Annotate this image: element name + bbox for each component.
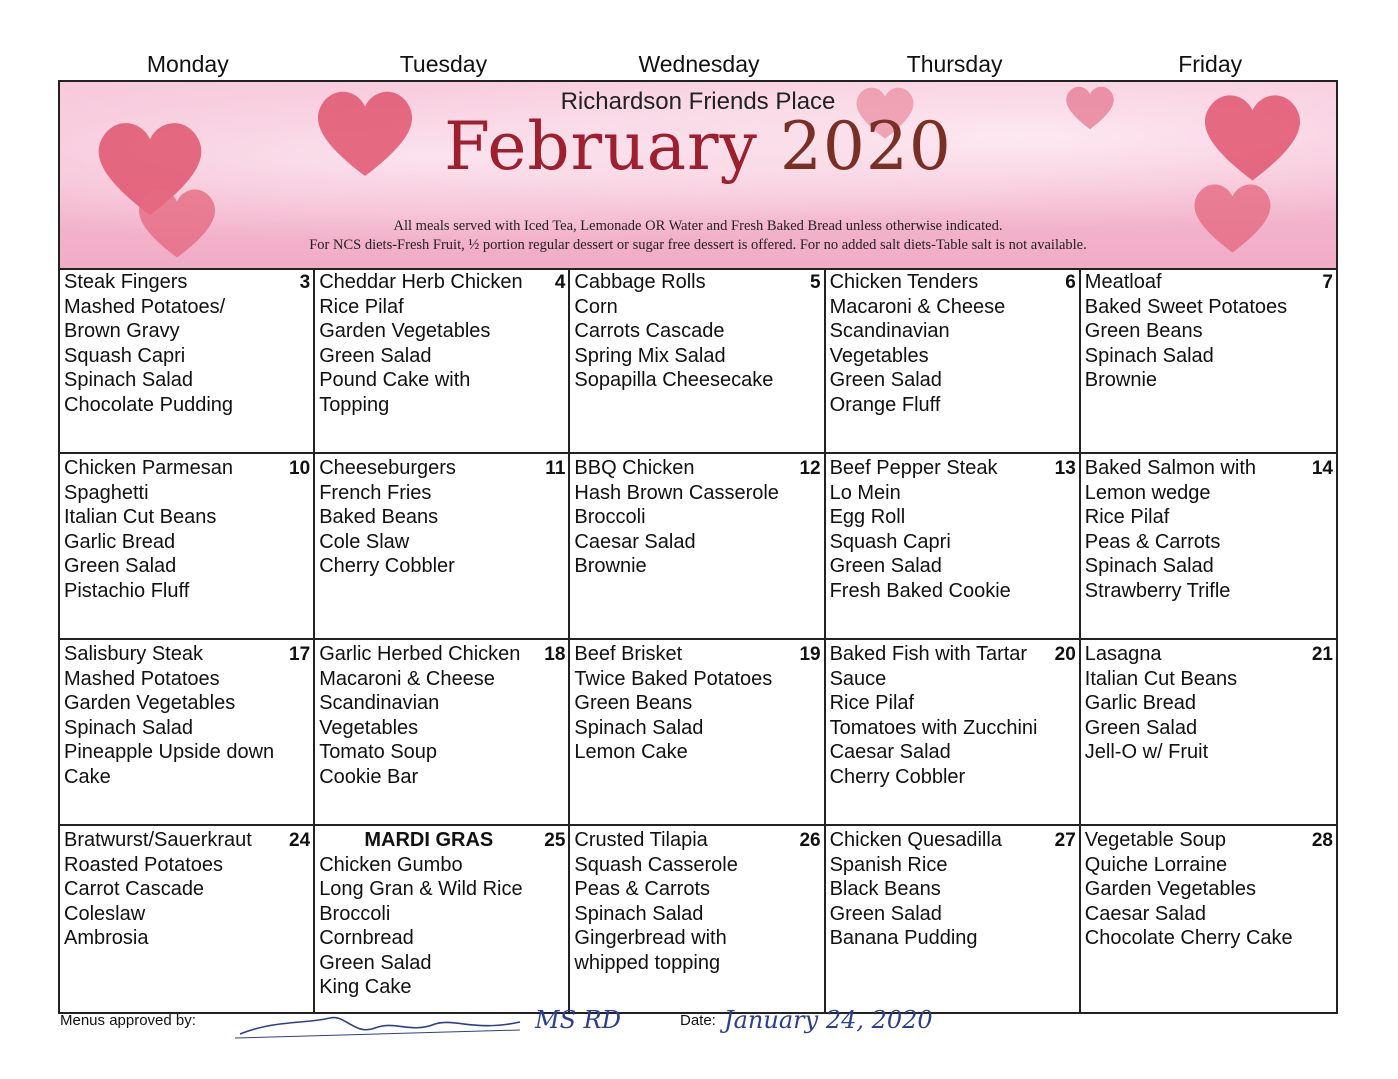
menu-item: Chicken Gumbo <box>319 853 463 876</box>
menu-item: Green Salad <box>829 555 942 577</box>
day-number: 18 <box>544 644 566 665</box>
day-cell <box>315 640 570 826</box>
menu-item: Steak Fingers <box>64 271 188 293</box>
menu-item: Beef Pepper Steak <box>829 457 998 479</box>
menu-item: Spinach Salad <box>574 716 704 739</box>
day-number: 26 <box>799 830 821 851</box>
day-number: 13 <box>1054 458 1076 479</box>
day-number: 11 <box>545 458 566 479</box>
day-cell <box>315 268 570 454</box>
day-cell <box>315 454 570 640</box>
menu-item: Macaroni & Cheese <box>829 295 1006 318</box>
menu-item: Caesar Salad <box>1084 902 1206 925</box>
menu-item-list <box>830 456 1075 603</box>
day-cell <box>60 640 315 826</box>
menu-item: Squash Casserole <box>574 853 738 876</box>
day-number: 5 <box>810 272 821 293</box>
menu-item-list <box>64 642 309 789</box>
menu-item: Spinach Salad <box>64 369 193 391</box>
day-cell <box>1081 454 1336 640</box>
signature-scribble-icon <box>235 1010 525 1042</box>
weekday-header-row <box>60 48 1338 80</box>
menu-item: Peas & Carrots <box>1084 530 1221 553</box>
menu-item: Chicken Parmesan <box>64 457 233 479</box>
menu-item: Baked Sweet Potatoes <box>1084 295 1288 318</box>
menu-item: Orange Fluff <box>829 393 941 416</box>
menu-item-list <box>1085 828 1332 951</box>
menu-item: Spinach Salad <box>1084 555 1214 577</box>
approval-footer <box>60 1006 1060 1050</box>
day-cell <box>826 826 1081 1012</box>
menu-item: Green Beans <box>574 692 693 714</box>
menu-item-list <box>64 828 309 951</box>
menu-item: Quiche Lorraine <box>1084 853 1228 876</box>
menu-item: Baked Beans <box>319 506 439 528</box>
day-cell <box>570 268 825 454</box>
day-number: 21 <box>1311 644 1333 665</box>
menu-item: Twice Baked Potatoes <box>574 667 773 690</box>
menu-item: Scandinavian Vegetables <box>829 320 950 367</box>
menu-item: Roasted Potatoes <box>64 853 223 876</box>
menu-item: Corn <box>574 295 618 318</box>
menu-item: Italian Cut Beans <box>64 506 217 528</box>
menu-item: Green Salad <box>319 951 432 974</box>
menu-item: Cheeseburgers <box>319 457 456 479</box>
menu-calendar <box>58 80 1338 1014</box>
day-cell <box>315 826 570 1012</box>
day-number: 12 <box>799 458 821 479</box>
menu-item: Chocolate Cherry Cake <box>1084 927 1293 949</box>
menu-item: Rice Pilaf <box>319 295 404 318</box>
menu-item: Meatloaf <box>1084 271 1162 293</box>
menu-grid <box>60 268 1336 1012</box>
menu-item: Garlic Bread <box>64 530 176 553</box>
menu-item: Cheddar Herb Chicken <box>319 271 523 293</box>
menu-item: Lemon Cake <box>574 741 688 763</box>
approved-by-label: Menus approved by: <box>60 1012 196 1029</box>
menu-item: Garlic Bread <box>1084 692 1196 714</box>
menu-item: Spaghetti <box>64 481 149 504</box>
menu-item-list <box>830 270 1075 417</box>
menu-item: Coleslaw <box>64 902 146 925</box>
menu-item: Spinach Salad <box>574 902 704 925</box>
menu-item: Baked Fish with Tartar Sauce <box>829 643 1028 690</box>
day-cell <box>570 826 825 1012</box>
menu-item: Carrot Cascade <box>64 878 205 900</box>
menu-item: Beef Brisket <box>574 643 683 665</box>
menu-item: Garden Vegetables <box>1084 878 1257 900</box>
menu-item: Lasagna <box>1084 643 1162 665</box>
weekday-monday: Monday <box>146 51 229 77</box>
menu-item: Garlic Herbed Chicken <box>319 643 521 665</box>
menu-item: Broccoli <box>574 506 646 528</box>
menu-item-list <box>64 456 309 603</box>
menu-item: Tomato Soup <box>319 741 438 763</box>
day-number: 17 <box>289 644 311 665</box>
day-cell <box>60 454 315 640</box>
menu-item: Vegetable Soup <box>1084 829 1227 851</box>
day-number: 3 <box>299 272 311 293</box>
menu-item: Cornbread <box>319 927 414 949</box>
day-cell <box>1081 268 1336 454</box>
menu-item: Mashed Potatoes <box>64 667 220 690</box>
menu-item: Salisbury Steak <box>64 643 203 665</box>
menu-item: Crusted Tilapia <box>574 829 708 851</box>
menu-item-list <box>830 828 1075 951</box>
menu-item: Mashed Potatoes/ Brown Gravy <box>64 295 226 342</box>
approval-date: January 24, 2020 <box>724 1006 933 1034</box>
meal-note-line-2: For NCS diets-Fresh Fruit, ½ portion regular dessert or sugar free dessert is offered. For no added salt diets-Table salt is not available. <box>309 237 1087 253</box>
month-banner <box>60 82 1336 270</box>
menu-item-list <box>319 853 564 1000</box>
day-cell <box>570 454 825 640</box>
day-cell <box>826 268 1081 454</box>
menu-item-list <box>64 270 309 417</box>
menu-item: Garden Vegetables <box>319 320 491 342</box>
organization-name: Richardson Friends Place <box>560 88 836 115</box>
menu-item-list <box>574 270 819 393</box>
menu-item: Cabbage Rolls <box>574 271 706 293</box>
menu-item-list <box>830 642 1075 789</box>
menu-item: Green Salad <box>64 555 177 577</box>
day-cell <box>1081 640 1336 826</box>
date-label: Date: <box>680 1012 716 1029</box>
day-number: 24 <box>289 830 311 851</box>
day-number: 28 <box>1311 830 1333 851</box>
day-number: 10 <box>289 458 311 479</box>
menu-item: Tomatoes with Zucchini <box>829 716 1038 739</box>
menu-item: Hash Brown Casserole <box>574 481 779 504</box>
menu-item-list <box>574 828 819 975</box>
menu-item-list <box>574 642 819 765</box>
menu-item: Peas & Carrots <box>574 878 710 900</box>
menu-item: Cherry Cobbler <box>319 555 455 577</box>
menu-item: Cherry Cobbler <box>829 765 966 788</box>
menu-item: Broccoli <box>319 902 391 925</box>
menu-item: Gingerbread with whipped topping <box>574 927 727 974</box>
menu-item: Squash Capri <box>64 344 186 367</box>
menu-item: Chicken Tenders <box>829 271 979 293</box>
menu-item: Egg Roll <box>829 506 906 528</box>
menu-item: Long Gran & Wild Rice <box>319 878 523 900</box>
menu-item-list <box>1085 270 1332 393</box>
day-number: 4 <box>554 272 566 293</box>
menu-item: Fresh Baked Cookie <box>829 579 1011 602</box>
signature-credentials: MS RD <box>535 1006 621 1034</box>
menu-item-list <box>574 456 819 579</box>
day-number: 20 <box>1054 644 1076 665</box>
menu-item: Chocolate Pudding <box>64 393 234 416</box>
menu-item: Cookie Bar <box>319 765 419 788</box>
menu-item: Strawberry Trifle <box>1084 579 1231 602</box>
menu-item-list <box>319 270 564 417</box>
day-number: 27 <box>1054 830 1076 851</box>
menu-item: Rice Pilaf <box>829 692 915 714</box>
menu-item: French Fries <box>319 481 432 504</box>
weekday-friday: Friday <box>1178 51 1243 77</box>
menu-item: Green Salad <box>319 344 432 367</box>
day-cell <box>1081 826 1336 1012</box>
menu-item: Scandinavian Vegetables <box>319 692 440 739</box>
month-year: 2020 <box>779 108 952 185</box>
menu-item: Green Beans <box>1084 320 1203 342</box>
menu-item: Baked Salmon with Lemon wedge <box>1084 457 1256 504</box>
menu-item: Carrots Cascade <box>574 320 725 342</box>
menu-item-list <box>319 642 564 789</box>
menu-item: Banana Pudding <box>829 927 978 949</box>
menu-item: Chicken Quesadilla <box>829 829 1002 851</box>
month-title <box>60 108 1336 185</box>
menu-item: Black Beans <box>829 878 941 900</box>
menu-item: Spring Mix Salad <box>574 344 726 367</box>
menu-item: Cole Slaw <box>319 530 410 553</box>
day-number: 19 <box>799 644 821 665</box>
day-cell <box>826 454 1081 640</box>
menu-item: Brownie <box>1084 369 1158 391</box>
weekday-tuesday: Tuesday <box>399 51 488 77</box>
menu-item: Green Salad <box>829 369 942 391</box>
menu-item: King Cake <box>319 976 412 998</box>
day-number: 14 <box>1311 458 1333 479</box>
menu-item: Green Salad <box>829 902 942 925</box>
day-cell <box>570 640 825 826</box>
day-number: 7 <box>1322 272 1333 293</box>
meal-note-line-1: All meals served with Iced Tea, Lemonade OR Water and Fresh Baked Bread unless otherwise indicated. <box>393 218 1003 234</box>
day-cell <box>826 640 1081 826</box>
menu-item: Bratwurst/Sauerkraut <box>64 829 252 851</box>
menu-item-list <box>1085 456 1332 603</box>
menu-item: BBQ Chicken <box>574 457 695 479</box>
menu-item: Garden Vegetables <box>64 692 236 714</box>
menu-item: Brownie <box>574 555 647 577</box>
menu-item: Ambrosia <box>64 927 149 949</box>
menu-item: Italian Cut Beans <box>1084 667 1238 690</box>
menu-item: Spanish Rice <box>829 853 948 876</box>
menu-item: Lo Mein <box>829 481 901 504</box>
menu-item: Sopapilla Cheesecake <box>574 369 774 391</box>
day-number: 6 <box>1065 272 1076 293</box>
menu-item-list <box>1085 642 1332 765</box>
day-cell <box>60 826 315 1012</box>
menu-item-list <box>319 456 564 579</box>
weekday-thursday: Thursday <box>906 51 1003 77</box>
menu-item: Macaroni & Cheese <box>319 667 495 690</box>
weekday-wednesday: Wednesday <box>638 51 760 77</box>
menu-item: Rice Pilaf <box>1084 506 1170 528</box>
day-number: 25 <box>544 830 566 851</box>
menu-item: Spinach Salad <box>64 716 193 739</box>
menu-item: Jell-O w/ Fruit <box>1084 741 1209 763</box>
day-event-title: MARDI GRAS <box>364 829 494 851</box>
menu-item: Caesar Salad <box>574 530 696 553</box>
menu-item: Green Salad <box>1084 716 1198 739</box>
menu-item: Pound Cake with Topping <box>319 369 471 416</box>
menu-item: Pistachio Fluff <box>64 579 190 602</box>
menu-item: Caesar Salad <box>829 741 951 763</box>
day-cell <box>60 268 315 454</box>
menu-item: Squash Capri <box>829 530 951 553</box>
menu-item: Pineapple Upside down Cake <box>64 741 275 788</box>
month-name: February <box>444 108 758 185</box>
menu-item: Spinach Salad <box>1084 344 1214 367</box>
